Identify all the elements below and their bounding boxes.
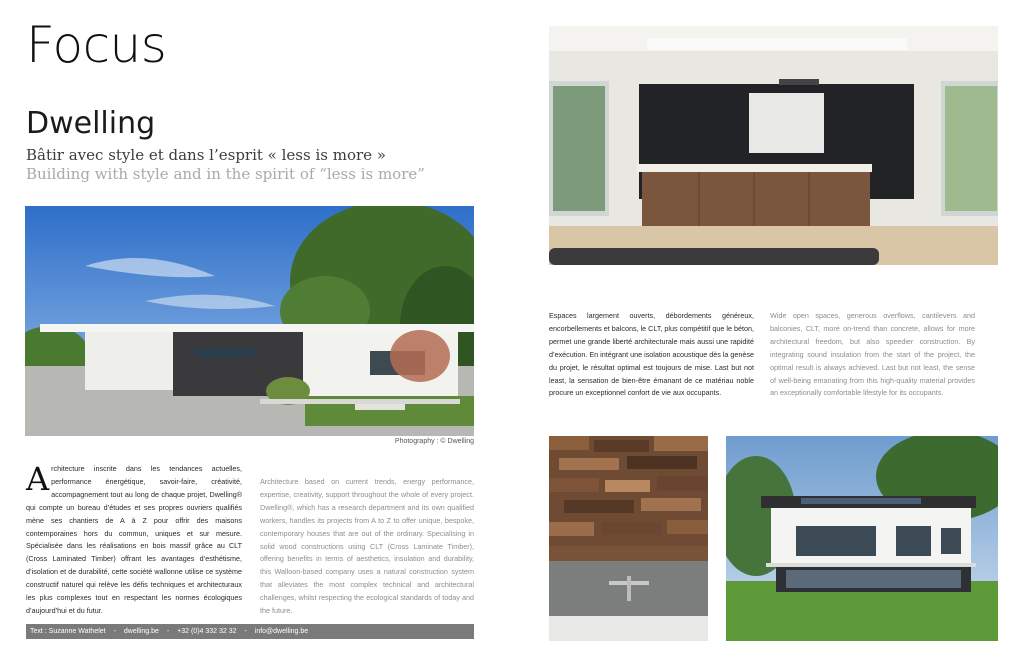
photo-credit: Photography : © Dwelling	[394, 438, 474, 445]
body-text-french	[26, 460, 242, 618]
body-text-english-right: Wide open spaces, generous overflows, cantilevers and balconies, CLT, more on-trend than concrete, allows for more architectural freedom, but also speedier construction. By integrating sound insulation from the start of the project, the optimal result is always achieved. Last but not least, the sense of well-being emanating from this high-quality material provides an exceptionally comfortable lifestyle for its occupants.	[770, 311, 975, 398]
drop-cap: A	[26, 460, 50, 498]
house-rear-photo	[726, 436, 998, 641]
brand-title: Dwelling	[26, 106, 156, 141]
text-credit: Text : Suzanne Wathelet	[30, 628, 106, 635]
body-text-english: Architecture based on current trends, energy performance, expertise, creativity, support throughout the whole of every project. Dwelling®, which has a research department and its own qualified workers, handles its projects from A to Z to offer unique, bespoke, contemporary houses that are out of the ordinary. Specialising in solid wood constructions using CLT (Cross Laminate Timber), offering benefits in terms of aesthetics, insulation and durability, this Walloon-based company uses a natural construction system that alleviates the most complex technical and architectural challenges, whilst respecting the ecological standards of today and the future.	[260, 477, 474, 616]
phone-number: +32 (0)4 332 32 32	[177, 628, 237, 635]
kitchen-interior-photo	[549, 26, 998, 265]
section-title: Focus	[26, 16, 167, 74]
footer-credits-bar	[26, 624, 474, 639]
body-text-french-content: rchitecture inscrite dans les tendances actuelles, performance énergétique, savoir-faire, créativité, accompagnement tout au long de chaque projet, Dwelling® qui compte un bureau d’études et ses propres ouvriers qualifiés mène ses chantiers de A à Z pour offrir des maisons contemporaines hors du commun, uniques et sur mesure. Spécialisée dans les réalisations en bois massif grâce au CLT (Cross Laminated Timber) offrant les avantages d’esthétisme, d’isolation et de durabilité, cette société wallonne utilise ce système constructif naturel qui relève les défis techniques et architecturaux les plus complexes tout en respectant les normes écologiques d’aujourd’hui et du futur.	[26, 464, 242, 615]
footer-separator: -	[244, 628, 247, 635]
email-link[interactable]: info@dwelling.be	[254, 628, 309, 635]
house-exterior-photo	[25, 206, 474, 436]
wood-wall-shower-photo	[549, 436, 708, 641]
subtitle-english: Building with style and in the spirit of “less is more”	[26, 165, 425, 183]
website-link[interactable]: dwelling.be	[123, 628, 159, 635]
footer-separator: -	[166, 628, 170, 635]
footer-separator: -	[113, 628, 116, 635]
subtitle-french: Bâtir avec style et dans l’esprit « less is more »	[26, 146, 386, 164]
body-text-french-right: Espaces largement ouverts, débordements généreux, encorbellements et balcons, le CLT, plus compétitif que le béton, permet une grande liberté architecturale mais aussi une rapidité d’exécution. En intégrant une isolation acoustique dès la genèse du projet, le résultat optimal est toujours de mise. Last but not least, la sensation de bien-être émanant de ce matériau noble procure un exceptionnel confort de vie aux occupants.	[549, 311, 754, 398]
